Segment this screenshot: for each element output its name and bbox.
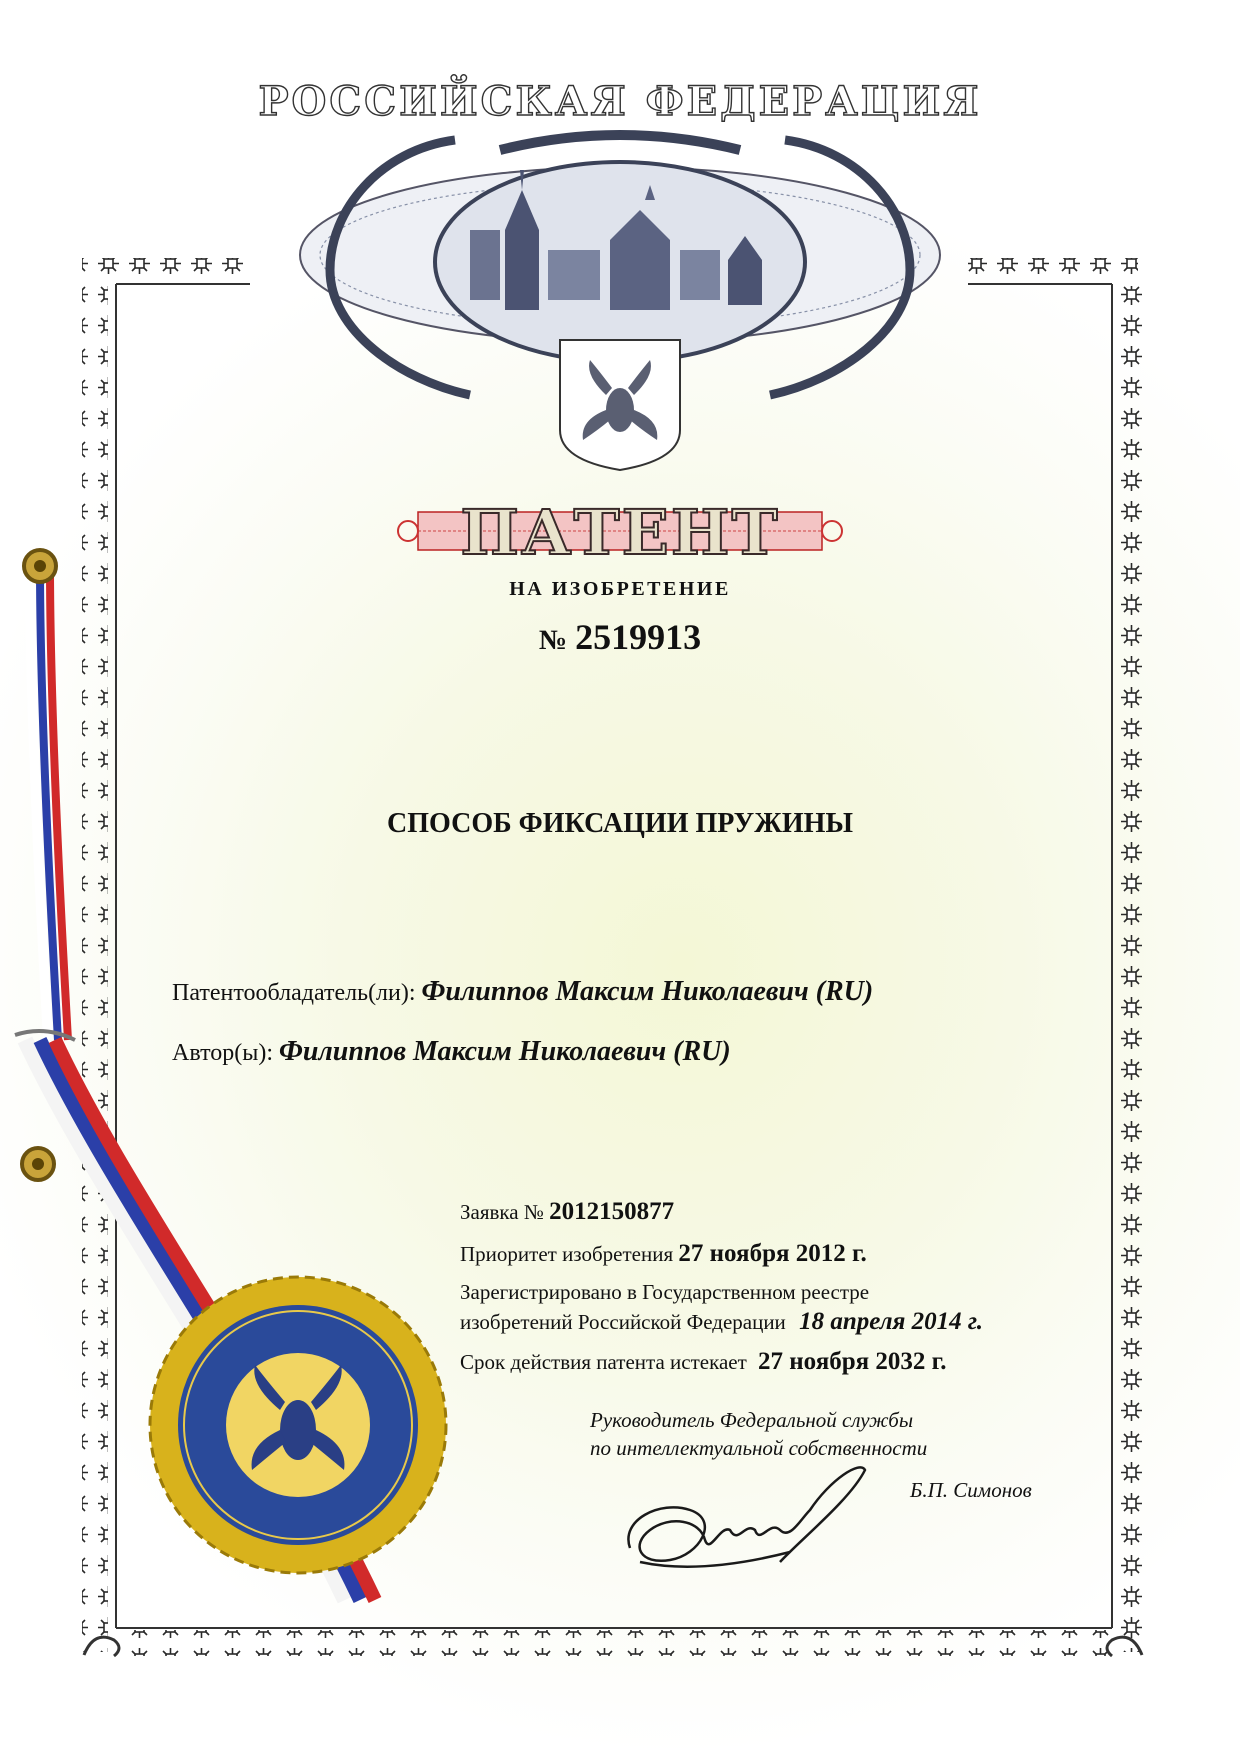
authors-value: Филиппов Максим Николаевич (RU) xyxy=(279,1036,731,1067)
application-number-row xyxy=(460,1198,674,1226)
registered-date: 18 апреля 2014 г. xyxy=(799,1308,984,1335)
authors-label: Автор(ы): xyxy=(172,1040,274,1066)
expiry-row xyxy=(460,1348,946,1376)
frame-left-ornament xyxy=(82,286,108,1652)
application-label: Заявка № xyxy=(460,1200,544,1224)
official-seal xyxy=(150,1277,446,1573)
patent-number-value: 2519913 xyxy=(575,617,702,657)
expiry-date: 27 ноября 2032 г. xyxy=(758,1348,947,1375)
priority-row xyxy=(460,1240,867,1268)
patentee-row xyxy=(172,976,873,1008)
country-heading: РОССИЙСКАЯ ФЕДЕРАЦИЯ xyxy=(258,78,982,125)
coat-of-arms-shield xyxy=(560,340,680,470)
signatory-role-line-1: Руководитель Федеральной службы xyxy=(590,1408,914,1432)
invention-title: СПОСОБ ФИКСАЦИИ ПРУЖИНЫ xyxy=(387,808,853,839)
expiry-label: Срок действия патента истекает xyxy=(460,1350,747,1374)
registered-row xyxy=(460,1308,983,1336)
signatory-role-line-2: по интеллектуальной собственности xyxy=(590,1436,928,1460)
frame-right-ornament xyxy=(1118,286,1144,1652)
grommet-icon xyxy=(22,1148,54,1180)
application-number: 2012150877 xyxy=(549,1198,675,1225)
priority-label: Приоритет изобретения xyxy=(460,1242,674,1266)
signatory-name: Б.П. Симонов xyxy=(910,1478,1032,1502)
document-type-title: ПАТЕНТ xyxy=(460,496,780,569)
authors-row xyxy=(172,1036,731,1068)
registered-line-1: Зарегистрировано в Государственном реестре xyxy=(460,1280,870,1304)
frame-top-left-ornament xyxy=(82,258,250,284)
registered-line-2: изобретений Российской Федерации xyxy=(460,1310,786,1334)
patentee-label: Патентообладатель(ли): xyxy=(172,980,416,1006)
priority-date: 27 ноября 2012 г. xyxy=(678,1240,867,1267)
signature xyxy=(628,1467,865,1566)
frame-bottom-ornament xyxy=(120,1630,1110,1656)
patentee-value: Филиппов Максим Николаевич (RU) xyxy=(421,976,874,1007)
patent-number xyxy=(0,616,1240,658)
document-subtitle: НА ИЗОБРЕТЕНИЕ xyxy=(509,578,731,600)
frame-top-right-ornament xyxy=(968,258,1138,284)
number-symbol: № xyxy=(538,625,568,656)
